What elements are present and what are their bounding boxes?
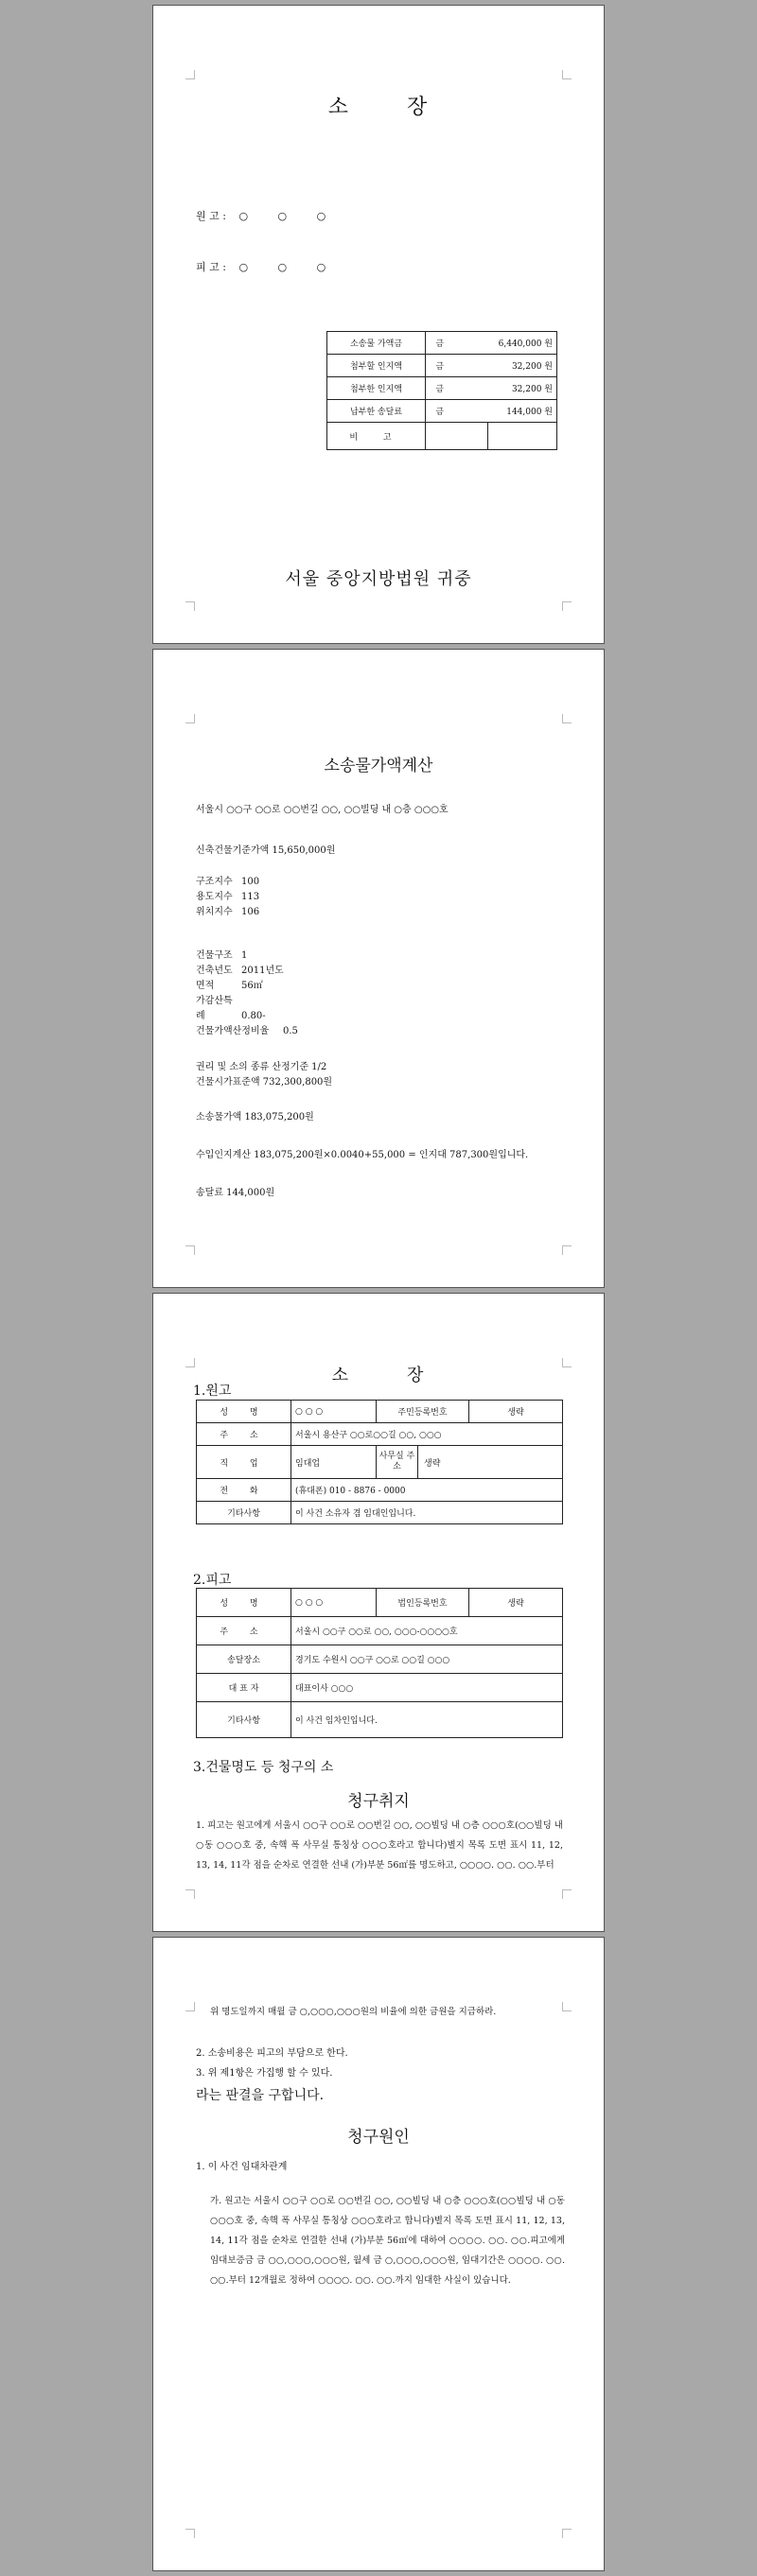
table-row: 직 업 임대업 사무실 주 소 생략: [197, 1446, 563, 1479]
document-page-1: [152, 5, 605, 644]
plaintiff-table: [196, 1400, 563, 1524]
lease-paragraph: 가. 원고는 서울시 ○○구 ○○로 ○○번길 ○○, ○○빌딩 내 ○층 ○○○호(○○빌딩 내 ○동 ○○○호 중, 속핵 폭 사무실 통칭상 ○○○호라고 합니다)별지 목록 도면 표시 11, 12, 13, 14, 11각 점을 순차로 연결한 선내 (가)부분 56㎡에 대하여 ○○○○. ○○. ○○.피고에게 임대보증금 금 ○○,○○○,○○○원, 월세 금 ○,○○○,○○○원, 임대기간은 ○○○○. ○○. ○○.부터 12개월로 정하여 ○○○○. ○○. ○○.까지 임대한 사실이 있습니다.: [210, 2196, 565, 2286]
plaintiff-line: [196, 210, 339, 223]
table-row: 첨부할 인지액 금 32,200 원: [327, 355, 557, 377]
property-address: 서울시 ○○구 ○○로 ○○번길 ○○, ○○빌딩 내 ○층 ○○○호: [196, 805, 449, 815]
list-item: 건축년도 2011년도: [196, 966, 284, 976]
section-defendant: 2.피고: [193, 1573, 232, 1588]
table-row: 비 고: [327, 423, 557, 450]
claim-purpose-title: 청구취지: [347, 1792, 410, 1811]
defendant-line: [196, 261, 339, 274]
table-row: 주 소 서울시 용산구 ○○로○○길 ○○, ○○○: [197, 1423, 563, 1446]
table-row: 소송물 가액금 금 6,440,000 원: [327, 332, 557, 355]
document-page-2: [152, 649, 605, 1288]
document-page-3: [152, 1293, 605, 1932]
defendant-label: 피 고 :: [196, 261, 226, 273]
section-claim: 3.건물명도 등 청구의 소: [193, 1760, 334, 1775]
table-row: 전 화 (휴대폰) 010 - 8876 - 0000: [197, 1479, 563, 1502]
claim-cause-title: 청구원인: [347, 2128, 410, 2147]
building-list: [196, 949, 298, 1039]
litigation-value: 소송물가액 183,075,200원: [196, 1112, 314, 1123]
claim-continuation: 위 명도일까지 매월 금 ○,○○○,○○○원의 비율에 의한 금원을 지급하라.: [210, 2007, 497, 2017]
list-item: 가감산특례 0.80-: [196, 996, 266, 1021]
list-item: 건물가액산정비율 0.5: [196, 1026, 298, 1036]
list-item: 위치지수 106: [196, 907, 260, 917]
table-row: 첨부한 인지액 금 32,200 원: [327, 377, 557, 400]
table-row: 납부한 송달료 금 144,000 원: [327, 400, 557, 423]
defendant-table: [196, 1588, 563, 1738]
fee-table: [326, 331, 557, 450]
stamp-calculation: 수입인지계산 183,075,200원×0.0040+55,000 = 인지대 787,300원입니다.: [196, 1150, 529, 1160]
page-title: [153, 91, 604, 120]
lease-relation-heading: 1. 이 사건 임대차관계: [196, 2162, 288, 2172]
document-page-4: [152, 1937, 605, 2571]
base-value: 신축건물기준가액 15,650,000원: [196, 845, 336, 856]
list-item: 구조지수 100: [196, 877, 260, 887]
standard-list: [196, 1060, 332, 1090]
table-row: 대 표 자 대표이사 ○○○: [197, 1674, 563, 1702]
list-item: 면적 56㎡: [196, 981, 263, 991]
judgment-request: 라는 판결을 구합니다.: [196, 2088, 325, 2103]
table-row: 기타사항 이 사건 소유자 겸 임대인입니다.: [197, 1502, 563, 1524]
list-item: 건물구조 1: [196, 950, 248, 961]
section-plaintiff: 1.원고: [193, 1384, 232, 1399]
table-row: 성 명 ○ ○ ○ 주민등록번호 생략: [197, 1401, 563, 1423]
claim-paragraph: 1. 피고는 원고에게 서울시 ○○구 ○○로 ○○번길 ○○, ○○빌딩 내 ○층 ○○○호(○○빌딩 내 ○동 ○○○호 중, 속핵 폭 사무실 통칭상 ○○○호라고 합니다)별지 목록 도면 표시 11, 12, 13, 14, 11각 점을 순차로 연결한 선내 (가)부분 56㎡를 명도하고, ○○○○. ○○. ○○.부터: [196, 1820, 563, 1871]
list-item: 권리 및 소의 종류 산정기준 1/2: [196, 1062, 327, 1072]
calc-title: 소송물가액계산: [324, 757, 433, 775]
title-char-2: 장: [407, 96, 430, 119]
court-name: 서울 중앙지방법원 귀중: [285, 569, 472, 589]
plaintiff-label: 원 고 :: [196, 210, 226, 222]
list-item: 건물시가표준액 732,300,800원: [196, 1077, 333, 1088]
table-row: 기타사항 이 사건 임차인입니다.: [197, 1702, 563, 1738]
table-row: 성 명 ○ ○ ○ 법인등록번호 생략: [197, 1589, 563, 1617]
title-char-1: 소: [327, 96, 350, 119]
table-row: 송달장소 경기도 수원시 ○○구 ○○로 ○○길 ○○○: [197, 1645, 563, 1674]
defendant-value: ○ ○ ○: [238, 261, 340, 273]
delivery-fee: 송달료 144,000원: [196, 1188, 275, 1198]
claim-item-3: 3. 위 제1항은 가집행 할 수 있다.: [196, 2068, 333, 2079]
list-item: 용도지수 113: [196, 892, 260, 902]
claim-item-2: 2. 소송비용은 피고의 부담으로 한다.: [196, 2048, 348, 2059]
index-list: [196, 875, 259, 920]
complaint-title: 소 장: [331, 1366, 426, 1385]
plaintiff-value: ○ ○ ○: [238, 210, 340, 222]
table-row: 주 소 서울시 ○○구 ○○로 ○○, ○○○-○○○○호: [197, 1617, 563, 1645]
